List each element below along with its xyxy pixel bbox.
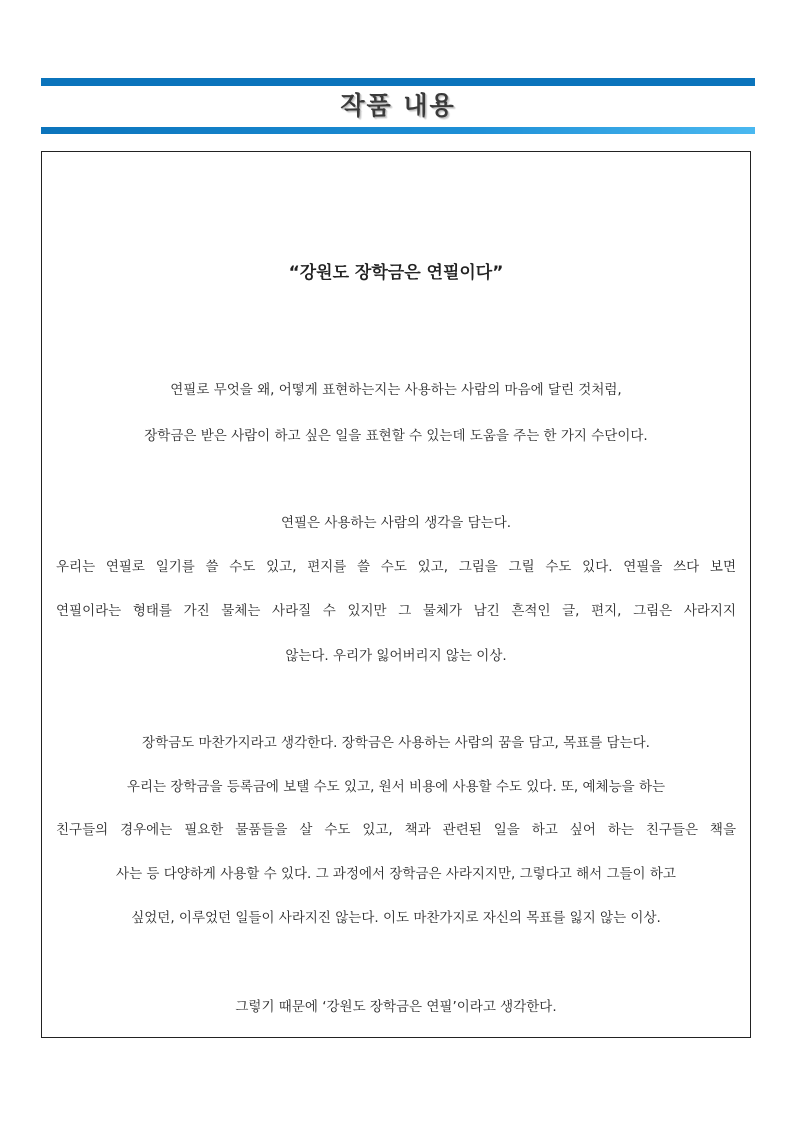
paragraph-2-line-2: 우리는 연필로 일기를 쓸 수도 있고, 편지를 쓸 수도 있고, 그림을 그릴 수도 있다. 연필을 쓰다 보면 [56,559,736,575]
paragraph-3-line-1: 장학금도 마찬가지라고 생각한다. 장학금은 사용하는 사람의 꿈을 담고, 목표를 담는다. [142,735,650,751]
header-top-rule [41,78,755,86]
paragraph-3-line-4: 사는 등 다양하게 사용할 수 있다. 그 과정에서 장학금은 사라지지만, 그렇다고 해서 그들이 하고 [116,866,676,882]
paragraph-2-line-4: 않는다. 우리가 잃어버리지 않는 이상. [285,648,507,664]
paragraph-1-line-1: 연필로 무엇을 왜, 어떻게 표현하는지는 사용하는 사람의 마음에 달린 것처럼, [170,382,622,398]
paragraph-1-line-2: 장학금은 받은 사람이 하고 싶은 일을 표현할 수 있는데 도움을 주는 한 가지 수단이다. [144,428,648,444]
paragraph-2-line-3: 연필이라는 형태를 가진 물체는 사라질 수 있지만 그 물체가 남긴 흔적인 글, 편지, 그림은 사라지지 [56,603,736,619]
paragraph-3-line-3: 친구들의 경우에는 필요한 물품들을 살 수도 있고, 책과 관련된 일을 하고 싶어 하는 친구들은 책을 [56,822,736,838]
conclusion-line: 그렇기 때문에 ‘강원도 장학금은 연필’이라고 생각한다. [235,999,557,1015]
page-title: 작품 내용 [340,91,456,120]
paragraph-3-line-2: 우리는 장학금을 등록금에 보탤 수도 있고, 원서 비용에 사용할 수도 있다. 또, 예체능을 하는 [126,779,666,795]
paragraph-3-line-5: 싶었던, 이루었던 일들이 사라지진 않는다. 이도 마찬가지로 자신의 목표를 잃지 않는 이상. [131,910,661,926]
paragraph-2-line-1: 연필은 사용하는 사람의 생각을 담는다. [280,515,512,531]
header-bottom-rule [41,127,755,134]
essay-content-box [41,151,751,1038]
essay-title: “강원도 장학금은 연필이다” [288,263,504,283]
